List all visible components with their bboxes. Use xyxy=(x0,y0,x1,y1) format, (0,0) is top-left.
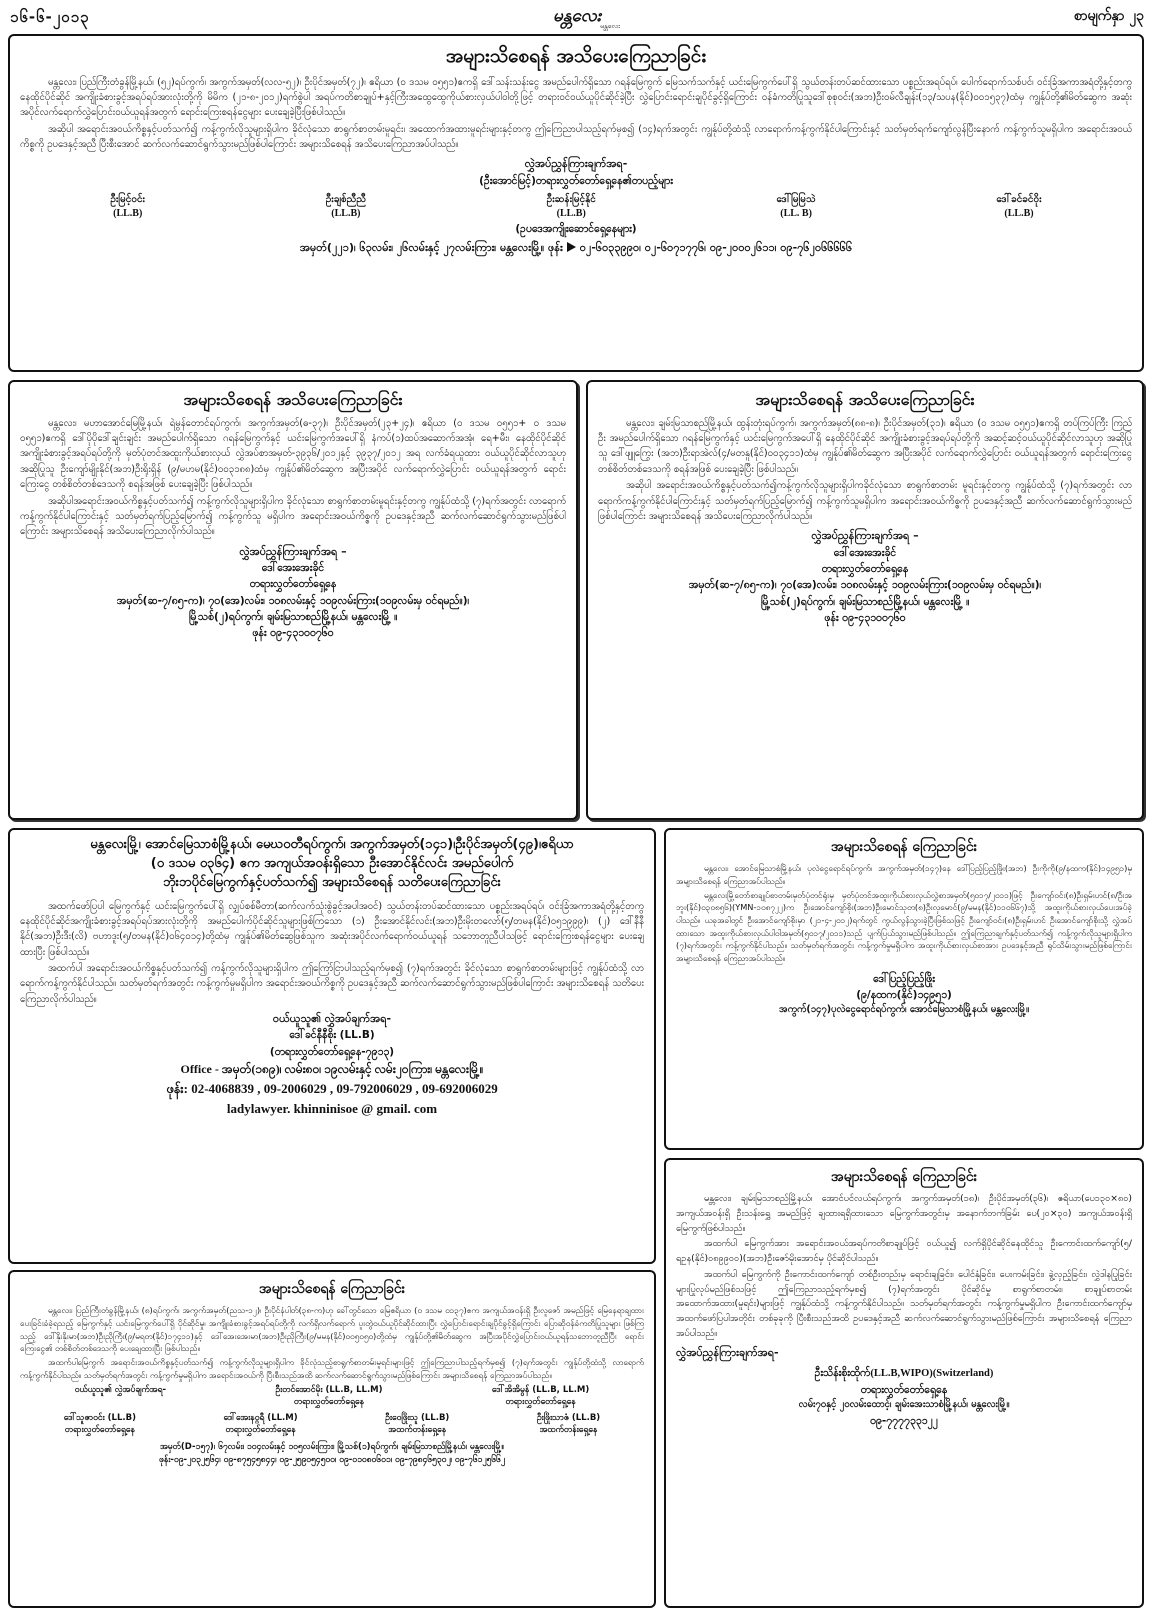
lawyer: ဦးဝေဖြိုးသူ (LL.B) အထက်တန်းရှေ့နေ xyxy=(385,1413,450,1436)
signature-heading: လွှဲအပ်ညွှန်ကြားချက်အရ- xyxy=(524,157,628,171)
notice-title: မန္တလေးမြို့၊ အောင်မြေသာစံမြို့နယ်၊ မေဃဝတီရပ်ကွက်၊ အကွက်အမှတ်(၁၄၁)၊ဦးပိုင်အမှတ်(၄၉)၊ဧရိယာ (၀ ဒသမ ၀၃၆၄) ဧက အကျယ်အဝန်းရှိသော ဦးအောင်နိုင်လင်း အမည်ပေါက် ဘိုးဘပိုင်မြေကွက်နှင့်ပတ်သက်၍ အများသိစေရန် သတိပေးကြေညာခြင်း xyxy=(90,837,574,890)
law-firm: (ဦးအောင်မြင့်)တရားလွှတ်တော်ရှေ့နေ၏တပည့်များ xyxy=(479,174,673,187)
signer-name: ဒေါ်ပြည့်ပြည့်ဖြိုး xyxy=(873,972,935,985)
notice-paragraph: အထက်ပါ မြေကွက်အား အရောင်းအဝယ်အရပ်ကတိစာချုပ်ဖြင့် ဝယ်ယူ၍ လက်ရှိပိုင်ဆိုင်နေထိုင်သူ ဦးကောင်းထက်ကျော်(၅/ရဥန(နိုင်)၀၈၉၉၀၀)(အဘ)ဦးဇော်မိုးအောင်မှ ပိုင်ဆိုင်ပါသည်။ xyxy=(676,1238,1132,1265)
lawyer: ဦးဖြိုးသာဇံ (LL.B) အထက်တန်းရှေ့နေ xyxy=(536,1413,601,1436)
lawyer: ဝယ်ယူသူ၏ လွှဲအပ်ချက်အရ- xyxy=(74,1385,166,1396)
notice-title: အများသိစေရန် အသိပေးကြေညာခြင်း xyxy=(445,45,707,67)
arrow-right-icon xyxy=(567,242,576,252)
notice-lower-left xyxy=(8,828,656,1264)
notice-mid-right xyxy=(586,380,1144,820)
signature-heading: လွှဲအပ်ညွှန်ကြားချက်အရ – xyxy=(811,529,919,543)
notice-lower-right-1 xyxy=(664,828,1144,1150)
notice-title: အများသိစေရန် ကြေညာခြင်း xyxy=(258,1281,406,1297)
lawyer-role: တရားလွှတ်တော်ရှေ့နေ xyxy=(821,562,909,575)
lawyer: ဒေါ်ခင်ခင်ဝိုး (LL.B) xyxy=(996,194,1042,220)
phone-numbers: ၀၂-၆၀၃၃၉၉၀၊ ၀၂-၆၀၇၁၇၇၆၊ ၀၉-၂၀၀၀၂၆၁၁၊ ၀၉-၇၆၂၀၆၆၆၆၆ xyxy=(579,241,853,255)
notice-paragraph: အထက်ဖော်ပြပါ မြေကွက်နှင့် ယင်းမြေကွက်ပေါ်ရှိ လျှပ်စစ်မီတာ(ဆက်လက်သုံးစွဲခွင့်အပါအဝင်) သွယ်တန်းတပ်ဆင်ထားသော ပစ္စည်းအရပ်ရပ်၊ ဝင်းခြံအကာအရံတို့နှင့်တကွ နေထိုင်ပိုင်ဆိုင်အကျိုးခံစားခွင့်အရပ်ရပ်အားလုံးတို့ကို အမည်ပေါက်ပိုင်ဆိုင်သူများဖြစ်ကြသော (၁) ဦးအောင်နိုင်လင်း(အဘ)ဦးမိုးတလော်(၅/တမန(နိုင်)၀၅၁၉၉၉)၊ (၂) ဒေါ်နီနီနိုင်(အဘ)ဦးဒီး(လိ) ဗဟာဒူး(၅/တမန(နိုင်)၀၆၄၀၁၄)တို့ထံမှ ကျွန်ုပ်၏မိတ်ဆွေဖြစ်သူက အဆုံးအပိုင်လက်ရောက်ဝယ်ယူရန် သဘောတူညီပါသဖြင့် ရောင်းကြေးစရန်ငွေများ ပေးချေထားပြီး ဖြစ်ပါသည်။ xyxy=(20,900,644,958)
notice-title: အများသိစေရန် ကြေညာခြင်း xyxy=(830,839,978,855)
notice-title: အများသိစေရန် အသိပေးကြေညာခြင်း xyxy=(755,390,975,409)
address-line: အမှတ်(ဆ-၇/၈၅-က)၊ ၇၀(အေ)လမ်း၊ ၁၀၈လမ်းနှင့် ၁၀၉လမ်းကြား(၁၀၉လမ်းမှ ဝင်ရမည်။)၊ xyxy=(116,594,470,607)
notice-paragraph: အဆိုပါ အရောင်းအဝယ်ကိစ္စနှင့်ပတ်သက်၍ ကန့်ကွက်လိုသူများရှိပါက ခိုင်လုံသော စာရွက်စာတမ်းမူရင်း၊ အထောက်အထားမူရင်းများနှင့်တကွ ဤကြေညာပါသည့်ရက်မှစ၍ (၁၄)ရက်အတွင်း ကျွန်ုပ်တို့ထံသို့ လာရောက်ကန့်ကွက်နိုင်ပါကြောင်းနှင့် သတ်မှတ်ရက်ကျော်လွန်ပြီးနောက် ကန့်ကွက်သူမရှိပါက အရောင်းအဝယ်ကိစ္စကို ဥပဒေနှင့်အညီ ပြီးစီးအောင် ဆက်လက်ဆောင်ရွက်သွားမည်ဖြစ်ပါကြောင်း အများသိစေရန် အသိပေးကြေညာအပ်ပါသည်။ xyxy=(20,123,1132,151)
notice-paragraph: မန္တလေး၊ မဟာအောင်မြေမြို့နယ်၊ ရဲမွန်တောင်ရပ်ကွက်၊ အကွက်အမှတ်(ဓ-၃၇)၊ ဦးပိုင်အမှတ်(၂၃+၂၄)၊ ဧရိယာ (၀ ဒသမ ၀၅၅၁+ ၀ ဒသမ ၀၅၅၁)ဧကရှိ ဒေါ်ပိုပိုဒေါ်ချင်းချင်း အမည်ပေါက်ရှိသော ဂရန်မြေကွက်နှင့် ယင်းမြေကွက်အပေါ်ရှိ နံကပ်(၁)ထပ်အဆောက်အအုံ၊ ရေ+မီး၊ နေထိုင်ပိုင်ဆိုင် အကျိုးခံစားခွင့်အရပ်ရပ်တို့ကို မှတ်ပုံတင်အထူးကိုယ်စားလှယ် လွှဲအပ်စာအမှတ်-၃၉၃၆/၂၀၁၂နှင့် ၃၉၃၇/၂၀၁၂ အရ လက်ခံရယူထား ဝယ်ယူပိုင်ဆိုင်လာသူဟု အဆိုပြုသူ ဦးကျော်မျိုးနိုင်(အဘ)ဦးရိုးရှိန် (၉/မဟမ(နိုင်)၀၀၃၁၈၈)ထံမှ ကျွန်ုပ်၏မိတ်ဆွေက အပြီးအပိုင် လက်ရောက်လွှဲပြောင်း ဝယ်ယူရန်အတွက် ရောင်းကြေးငွေ တစ်စိတ်တစ်ဒေသကို စရန်အဖြစ် ပေးချေခဲ့ပြီး ဖြစ်ပါသည်။ xyxy=(20,417,566,491)
lawyer-name: ဒေါ်အေးအေးခိုင် xyxy=(261,562,325,575)
lawyer-row xyxy=(20,1413,644,1437)
page-number: စာမျက်နှာ ၂၃ xyxy=(1073,8,1144,24)
signer-address: အကွက်(၁၄၇)ပုလဲငွေရောင်ရပ်ကွက်၊ အောင်မြေသာစံမြို့နယ်၊ မန္တလေးမြို့။ xyxy=(779,1004,1029,1016)
notice-title: အများသိစေရန် ကြေညာခြင်း xyxy=(830,1169,978,1185)
email-address: ladylawyer. khinninisoe @ gmail. com xyxy=(226,1100,438,1116)
address: အမှတ်(၂၂၁)၊ ၆၃လမ်း၊ ၂၆လမ်းနှင့် ၂၇လမ်းကြား၊ မန္တလေးမြို့။ ဖုန်း xyxy=(299,241,563,255)
notice-paragraph: မန္တလေး၊ ချမ်းမြသာစည်မြို့နယ်၊ ထွန်းတုံးရပ်ကွက်၊ အကွက်အမှတ်(၈၈-၈)၊ ဦးပိုင်အမှတ်(၃၁)၊ ဧရိယာ (၀ ဒသမ ၀၅၅၁)ဧကရှိ တပ်ကြပ်ကြီး ကြည်ဦး အမည်ပေါက်ရှိသော ဂရန်မြေကွက်နှင့် ယင်းမြေကွက်အပေါ်ရှိ နေထိုင်ပိုင်ဆိုင် အကျိုးခံစားခွင့်အရပ်ရပ်တို့ကို အဆင့်ဆင့်ဝယ်ယူပိုင်ဆိုင်လာသူဟု အဆိုပြုသူ ဒေါ်ဖျူကြွေး (အဘ)ဦးရာအဲလ်(၄/မတနူ(နိုင်)၀၀၃၄၁၁)ထံမှ ကျွန်ုပ်၏မိတ်ဆွေက အပြီးအပိုင် လက်ရောက်လွှဲပြောင်း ဝယ်ယူရန်အတွက် ရောင်းကြေးငွေ တစ်စိတ်တစ်ဒေသကို စရန်အဖြစ် ပေးချေခဲ့ပြီး ဖြစ်ပါသည်။ xyxy=(598,417,1132,475)
notice-lower-right-2 xyxy=(664,1158,1144,1608)
lawyers-note: (ဥပဒေအကျိုးဆောင်ရှေ့နေများ) xyxy=(515,223,637,236)
address-line: အမှတ်(ဆ-၇/၈၅-က)၊ ၇၀(အေ)လမ်း၊ ၁၀၈လမ်းနှင့် ၁၀၉လမ်းကြား(၁၀၉လမ်းမှ ဝင်ရမည်။)၊ xyxy=(688,579,1042,592)
lawyer-name: ဒေါ်အေးအေးခိုင် xyxy=(833,546,897,559)
lawyer-row xyxy=(20,1385,644,1409)
phone-numbers: ဖုန်း-၀၉-၂၀၃၂၅၆၄၊ ၀၉-၈၇၅၄၅၈၄၄၊ ၀၉-၂၅၉၀၅၄၅၀၀၊ ၀၉-၀၁၀၈၀၆၀၁၊ ၀၉-၇၉၈၄၆၅၃၀၂၊ ၀၉-၇၆၁၂၅၆၆၂ xyxy=(159,1455,505,1466)
lawyer: ဒေါ်မြမြသဲ (LL. B) xyxy=(776,194,816,220)
lawyer: ဦးဆန်းမြင့်နိုင် (LL.B) xyxy=(546,194,596,220)
signature-heading: ဝယ်ယူသူ၏ လွှဲအပ်ချက်အရ- xyxy=(272,1011,392,1025)
notice-paragraph: မန္တလေး၊ အောင်မြေသာစံမြို့နယ်၊ ပုလဲငွေရောင်ရပ်ကွက်၊ အကွက်အမှတ်(၁၄၇)နေ ဒေါ်ပြည့်ပြည့်ဖြိုး(အဘ) ဦးကိုကို(၉/နထက(နိုင်)၁၄၉၅၁)မှ အများသိစေရန် ကြေညာအပ်ပါသည်။ xyxy=(676,863,1132,886)
notice-paragraph: မန္တလေး၊ ချမ်းမြသာစည်မြို့နယ်၊ အောင်ပင်လယ်ရပ်ကွက်၊ အကွက်အမှတ်(၁၈)၊ ဦးပိုင်အမှတ်(၃၆)၊ ဧရိယာ(ပေ၁၃၀×၈၀) အကျယ်အဝန်းရှိ ဦးသန်းရွှေ အမည်ဖြင့် ချထားရရှိထားသော မြေကွက်အတွင်းမှ အနောက်ဘက်ခြမ်း ပေ(၂၀×၃၀) အကျယ်အဝန်းရှိ မြေကွက်ဖြစ်ပါသည်။ xyxy=(676,1193,1132,1234)
phone-numbers: ဖုန်း: 02-4068839 , 09-2006029 , 09-792006029 , 09-692006029 xyxy=(166,1080,498,1096)
office-address: Office - အမှတ်(၁၈၉)၊ လမ်း၈၀၊ ၁၉လမ်းနှင့် လမ်း၂၀ကြား၊ မန္တလေးမြို့။ xyxy=(180,1061,484,1076)
lawyer: ဦးချစ်ညီညီ (LL.B) xyxy=(325,194,366,220)
notice-paragraph: အဆိုပါအရောင်းအဝယ်ကိစ္စနှင့်ပတ်သက်၍ ကန့်ကွက်လိုသူများရှိပါက ခိုင်လုံသော စာရွက်စာတမ်းမူရင်းနှင့်တကွ ကျွန်ုပ်ထံသို့ (၇)ရက်အတွင်း လာရောက်ကန့်ကွက်နိုင်ပါကြောင်းနှင့် သတ်မှတ်ရက်ပြည့်မြောက်၍ ကန့်ကွက်သူ မရှိပါက အရောင်းအဝယ်ကိစ္စကို ဥပဒေနှင့်အညီ ဆက်လက်ဆောင်ရွက်သွားမည်ဖြစ်ပါကြောင်း အများသိစေရန် အသိပေးကြေညာလိုက်ပါသည်။ xyxy=(20,495,566,538)
lawyer: ဦးမြင့်ဝင်း (LL.B) xyxy=(110,194,146,220)
lawyer: ဒေါ်သူဇာဝင်း (LL.B) တရားလွှတ်တော်ရှေ့နေ xyxy=(63,1413,136,1436)
issue-date: ၁၆-၆-၂၀၁၃ xyxy=(10,8,90,26)
notice-paragraph: အထက်ပါ မြေကွက်ကို ဦးကောင်းထက်ကျော် တစ်ဦးတည်းမှ ရောင်းချခြင်း၊ ပေါင်နှံခြင်း၊ ပေးကမ်းခြင်း၊ ခွဲ့လှည့်ခြင်း၊ လွှဲဒါနပြုခြင်းများပြုလုပ်မည်ဖြစ်သဖြင့် ဤကြေညာသည့်ရက်မှစ၍ (၇)ရက်အတွင်း ပိုင်ဆိုင်မှု စာရွက်စာတမ်း၊ စာချုပ်စာတမ်း အထောက်အထား(မူရင်း)များဖြင့် ကျွန်ုပ်ထံသို့ ကန့်ကွက်နိုင်ပါသည်။ သတ်မှတ်ရက်အတွင်း ကန့်ကွက်မှုမရှိပါက ဦးကောင်းထက်ကျော်မှ အထက်ဖော်ပြပါအတိုင်း တစ်ခုခုကို ပြီးစီးသည်အထိ ဥပဒေနှင့်အညီ ဆက်လက်ဆောင်ရွက်သွားမည်ဖြစ်ကြောင်း အများသိစေရန် ကြေညာအပ်ပါသည်။ xyxy=(676,1268,1132,1339)
notice-paragraph: အထက်ပါမြေကွက် အရောင်းအဝယ်ကိစ္စနှင့်ပတ်သက်၍ ကန့်ကွက်လိုသူများရှိပါက ခိုင်လုံသည့်စာရွက်စာတမ်းမူရင်းများဖြင့် ဤကြေညာပါသည့်ရက်မှစ၍ (၇)ရက်အတွင်း ကျွန်ုပ်တို့ထံသို့ လာရောက်ကန့်ကွက်နိုင်ပါသည်။ သတ်မှတ်ရက်အတွင်း ကန့်ကွက်မှုမရှိပါက အရောင်းအဝယ်ကို ပြီးစီးသည်အထိ ဆက်လက်ဆောင်ရွက်သွားမည်ဖြစ်ကြောင်း အများသိစေရန် ကြေညာအပ်ပါသည်။ xyxy=(20,1357,644,1380)
contact-line xyxy=(20,240,1132,257)
lawyer: ဦးတင်အောင်မိုး (LL.B, LL.M) တရားလွှတ်တော်ရှေ့နေ xyxy=(275,1385,383,1408)
address: အမှတ်(D-၁၅၇)၊ ၆၇လမ်း၊ ၁၀၄လမ်းနှင့် ၁၀၅လမ်းကြား၊ မြို့သစ်(၁)ရပ်ကွက်၊ ချမ်းမြသာစည်မြို့နယ်၊ မန္တလေးမြို့။ xyxy=(159,1441,505,1452)
lawyer: ဒေါ်အိအိမွန် (LL.B, LL.M) တရားလွှတ်တော်ရှေ့နေ xyxy=(491,1385,590,1408)
phone-number: ဖုန်း ၀၉-၄၃၁၀၀၇၆၀ xyxy=(824,611,906,624)
notice-bottom-left xyxy=(8,1270,656,1608)
lawyer: ဒေါ်အေးနဝ္ဂရီ (LL.M) တရားလွှတ်တော်ရှေ့နေ xyxy=(223,1413,298,1436)
address: လမ်း၇၀နှင့် ၂၀လမ်းထောင့်၊ ချမ်းအေးသာစံမြို့နယ်၊ မန္တလေးမြို့။ xyxy=(798,1399,1010,1411)
newspaper-logo: မန္တလေး xyxy=(553,6,601,26)
phone-number: ဖုန်း ၀၉-၄၃၁၀၀၇၆၀ xyxy=(252,627,334,640)
lawyer-name: ဒေါ်ခင်နီနီစိုး (LL.B) xyxy=(289,1029,375,1042)
notice-paragraph: မန္တလေးမြို့တော်စာချုပ်စာတမ်းမှတ်ပုံတင်ရုံးမှ မှတ်ပုံတင်အထူးကိုယ်စားလှယ်လွှဲစာအမှတ်(၅၀၁၇/၂၀၁၁)ဖြင့် ဦးကျော်ဝင်း(၈)ဦးရှမ်းဟင်(၈/ဦးအဘူး(နိုင်)၀၃၀၈၅၆)(YMN-၁၀၈၇၂၂)က ဦးအောင်ကျော်စိုး(အဘ)ဦးမောင်သုတ(၈)ဦးလှမောင်(၉/မမန(နိုင်)၁၁၀၆၆၇)သို့ အထူးကိုယ်စားလှယ်ပေးအပ်ခဲ့ပါသည်။ ယခုအခါတွင် ဦးအောင်ကျော်စိုးမှာ (၂၁-၄-၂၀၁၂)ရက်တွင် ကွယ်လွန်သွားခဲ့ပြီးဖြစ်သဖြင့် ဦးကျော်ဝင်း(၈)ဦးရှမ်းဟင် ဦးအောင်ကျော်စိုးသို့ လွှဲအပ်ထားသော အထူးကိုယ်စားလှယ်ပါဝါအမှတ်(၅၀၁၇/၂၀၁၁)သည် ပျက်ပြယ်သွားမည်ဖြစ်ပါသည်။ ဤကြေညာချက်နှင့်ပတ်သက်၍ ကန့်ကွက်လိုသူများရှိပါက (၇)ရက်အတွင်း ကန့်ကွက်နိုင်ပါသည်။ သတ်မှတ်ရက်အတွင်း ကန့်ကွက်မှုမရှိပါက အထူးကိုယ်စားလှယ်စာအား ဥပဒေနှင့်အညီ ရုပ်သိမ်းသွားမည်ဖြစ်ကြောင်း အများသိစေရန် ကြေညာအပ်ပါသည်။ xyxy=(676,889,1132,964)
notice-title: အများသိစေရန် အသိပေးကြေညာခြင်း xyxy=(183,390,403,409)
lawyer-name: ဦးသိန်းစိုးထိုက်(LL.B,WIPO)(Switzerland) xyxy=(814,1367,994,1379)
notice-paragraph: အထက်ပါ အရောင်းအဝယ်ကိစ္စနှင့်ပတ်သက်၍ ကန့်ကွက်လိုသူများရှိပါက ဤကြော်ငြာပါသည့်ရက်မှစ၍ (၇)ရက်အတွင်း ခိုင်လုံသော စာရွက်စာတမ်းများဖြင့် ကျွန်ုပ်ထံသို့ လာရောက်ကန့်ကွက်နိုင်ပါသည်။ သတ်မှတ်ရက်အတွင်း ကန့်ကွက်မှုမရှိပါက အရောင်းအဝယ်ကိစ္စကို ဥပဒေနှင့်အညီ ဆက်လက်ဆောင်ရွက်သွားမည်ဖြစ်ပါကြောင်း အများသိစေရန် သတိပေးကြေညာလိုက်ပါသည်။ xyxy=(20,962,644,1005)
signature-heading: လွှဲအပ်ညွှန်ကြားချက်အရ – xyxy=(239,544,347,558)
lawyer-role: တရားလွှတ်တော်ရှေ့နေ xyxy=(860,1384,948,1397)
address-line: မြို့သစ်(၂)ရပ်ကွက်၊ ချမ်းမြသာစည်မြို့နယ်၊ မန္တလေးမြို့ ။ xyxy=(760,595,970,608)
newspaper-logo-subtitle: မန္တလေး xyxy=(600,22,620,30)
notice-paragraph: မန္တလေး၊ ပြည်ကြီးတံခွန်မြို့နယ်၊ (၈)ရပ်ကွက်၊ အကွက်အမှတ်(ညသ-၁၂)၊ ဦးပိုင်နံပါတ်(၃၈-က)ဟု ခေါ်တွင်သော မြေဧရိယာ (၀ ဒသမ ၀၁၃၇)ဧက အကျယ်အဝန်းရှိ ဦးလူဇော် အမည်ဖြင့် မြေနေရာချထားပေးခြင်းခံခဲ့ရသည့် မြေကွက်နှင့် ယင်းမြေကွက်ပေါ်ရှိ ပိုင်ဆိုင်မှု၊ အကျိုးခံစားခွင့်အရပ်ရပ်တို့ကို လက်ရှိလက်ရောက် ပူးတွဲဝယ်ယူပိုင်ဆိုင်ထားပြီး လွှဲပြောင်းရောင်းချပိုင်ခွင့်ရှိကြောင်း ပြောဆိုဝန်ခံကတိပြုသူများ ဖြစ်ကြသည့် ဒေါ်နိုးနိုးမာ(အဘ)ဦးညိုကြီး(၉/မရတ(နိုင်)၁၇၄၁၁)နှင့် ဒေါ်အေးအေးမာ(အဘ)ဦးညိုကြီး(၉/မမန(နိုင်)၀၀၅၀၅၀)တို့ထံမှ ကျွန်ုပ်တို့၏မိတ်ဆွေက အပြီးအပိုင်လွှဲပြောင်းဝယ်ယူရန်သဘောတူညီပြီး ရောင်းကြေးငွေ၏ တစ်စိတ်တစ်ဒေသကို ပေးချေထားပြီး ဖြစ်ပါသည်။ xyxy=(20,1305,644,1354)
notice-paragraph: အဆိုပါ အရောင်းအဝယ်ကိစ္စနှင့်ပတ်သက်၍ကန့်ကွက်လိုသူများရှိပါကခိုင်လုံသော စာရွက်စာတမ်း မူရင်းနှင့်တကွ ကျွန်ုပ်ထံသို့ (၇)ရက်အတွင်း လာရောက်ကန့်ကွက်နိုင်ပါကြောင်းနှင့် သတ်မှတ်ရက်ပြည့်မြောက်၍ ကန့်ကွက်သူမရှိပါက အရောင်းအဝယ်ကိစ္စကို ဥပဒေနှင့်အညီ ဆက်လက်ဆောင်ရွက်သွားမည် ဖြစ်ပါကြောင်း အများသိစေရန် အသိပေးကြေညာလိုက်ပါသည်။ xyxy=(598,480,1132,522)
signer-nrc: (၉/နထက(နိုင်)၁၄၉၅၁) xyxy=(856,989,952,1002)
notice-top xyxy=(8,34,1144,372)
masthead xyxy=(10,4,1144,30)
address-line: မြို့သစ်(၂)ရပ်ကွက်၊ ချမ်းမြသာစည်မြို့နယ်၊ မန္တလေးမြို့ ။ xyxy=(188,610,398,623)
signature-heading: လွှဲအပ်ညွှန်ကြားချက်အရ- xyxy=(676,1346,779,1360)
lawyer-role: (တရားလွှတ်တော်ရှေ့နေ-၇၉၁၃) xyxy=(269,1045,395,1058)
phone-number: ၀၉-၇၇၇၇၃၃၁၂၂ xyxy=(870,1415,938,1428)
lawyer-role: တရားလွှတ်တော်ရှေ့နေ xyxy=(249,578,337,591)
notice-paragraph: မန္တလေး၊ ပြည်ကြီးတံခွန်မြို့နယ်၊ (၅၂)ရပ်ကွက်၊ အကွက်အမှတ်(လလ-၅၂)၊ ဦးပိုင်အမှတ်(၇၂)၊ ဧရိယာ (၀ ဒသမ ၀၅၅၁)ဧကရှိ ဒေါ်သန်းသန်းငွေ အမည်ပေါက်ရှိသော ဂရန်မြေကွက် မြေသက်သက်နှင့် ယင်းမြေကွက်ပေါ်ရှိ သွယ်တန်းတပ်ဆင်ထားသော ပစ္စည်းအရပ်ရပ်၊ ပေါက်ရောက်သစ်ပင်၊ ဝင်းခြံအကာအရံတို့နှင့်တကွ နေထိုင်ပိုင်ဆိုင် အကျိုးခံစားခွင့်အရပ်ရပ်အားလုံးတို့ကို မိမိက (၂၁-၈-၂၀၁၂)ရက်စွဲပါ အရပ်ကတိစာချုပ်+နှင့်ကြီးအထွေထွေကိုယ်စားလှယ်ပါဝါတို့ဖြင့် တရားဝင်ဝယ်ယူပိုင်ဆိုင်ခဲ့ပြီး လွှဲပြောင်းရောင်းချပိုင်ခွင့်ရှိကြောင်း ဝန်ခံကတိပြုသူဒေါ်စုစုဝင်း(အဘ)ဦးဝမ်လီချန်း(၁၃/သပန(နိုင်)၀၀၁၅၃၇)ထံမှ ကျွန်ုပ်တို့၏မိတ်ဆွေက အဆုံးအပိုင်လက်ရောက်လွှဲပြောင်းဝယ်ယူရန်အတွက် ရောင်းကြေးစရန်ငွေများ ပေးချေခဲ့ပြီးဖြစ်ပါသည်။ xyxy=(20,76,1132,119)
lawyer-list xyxy=(20,193,1132,221)
notice-mid-left xyxy=(8,380,578,820)
